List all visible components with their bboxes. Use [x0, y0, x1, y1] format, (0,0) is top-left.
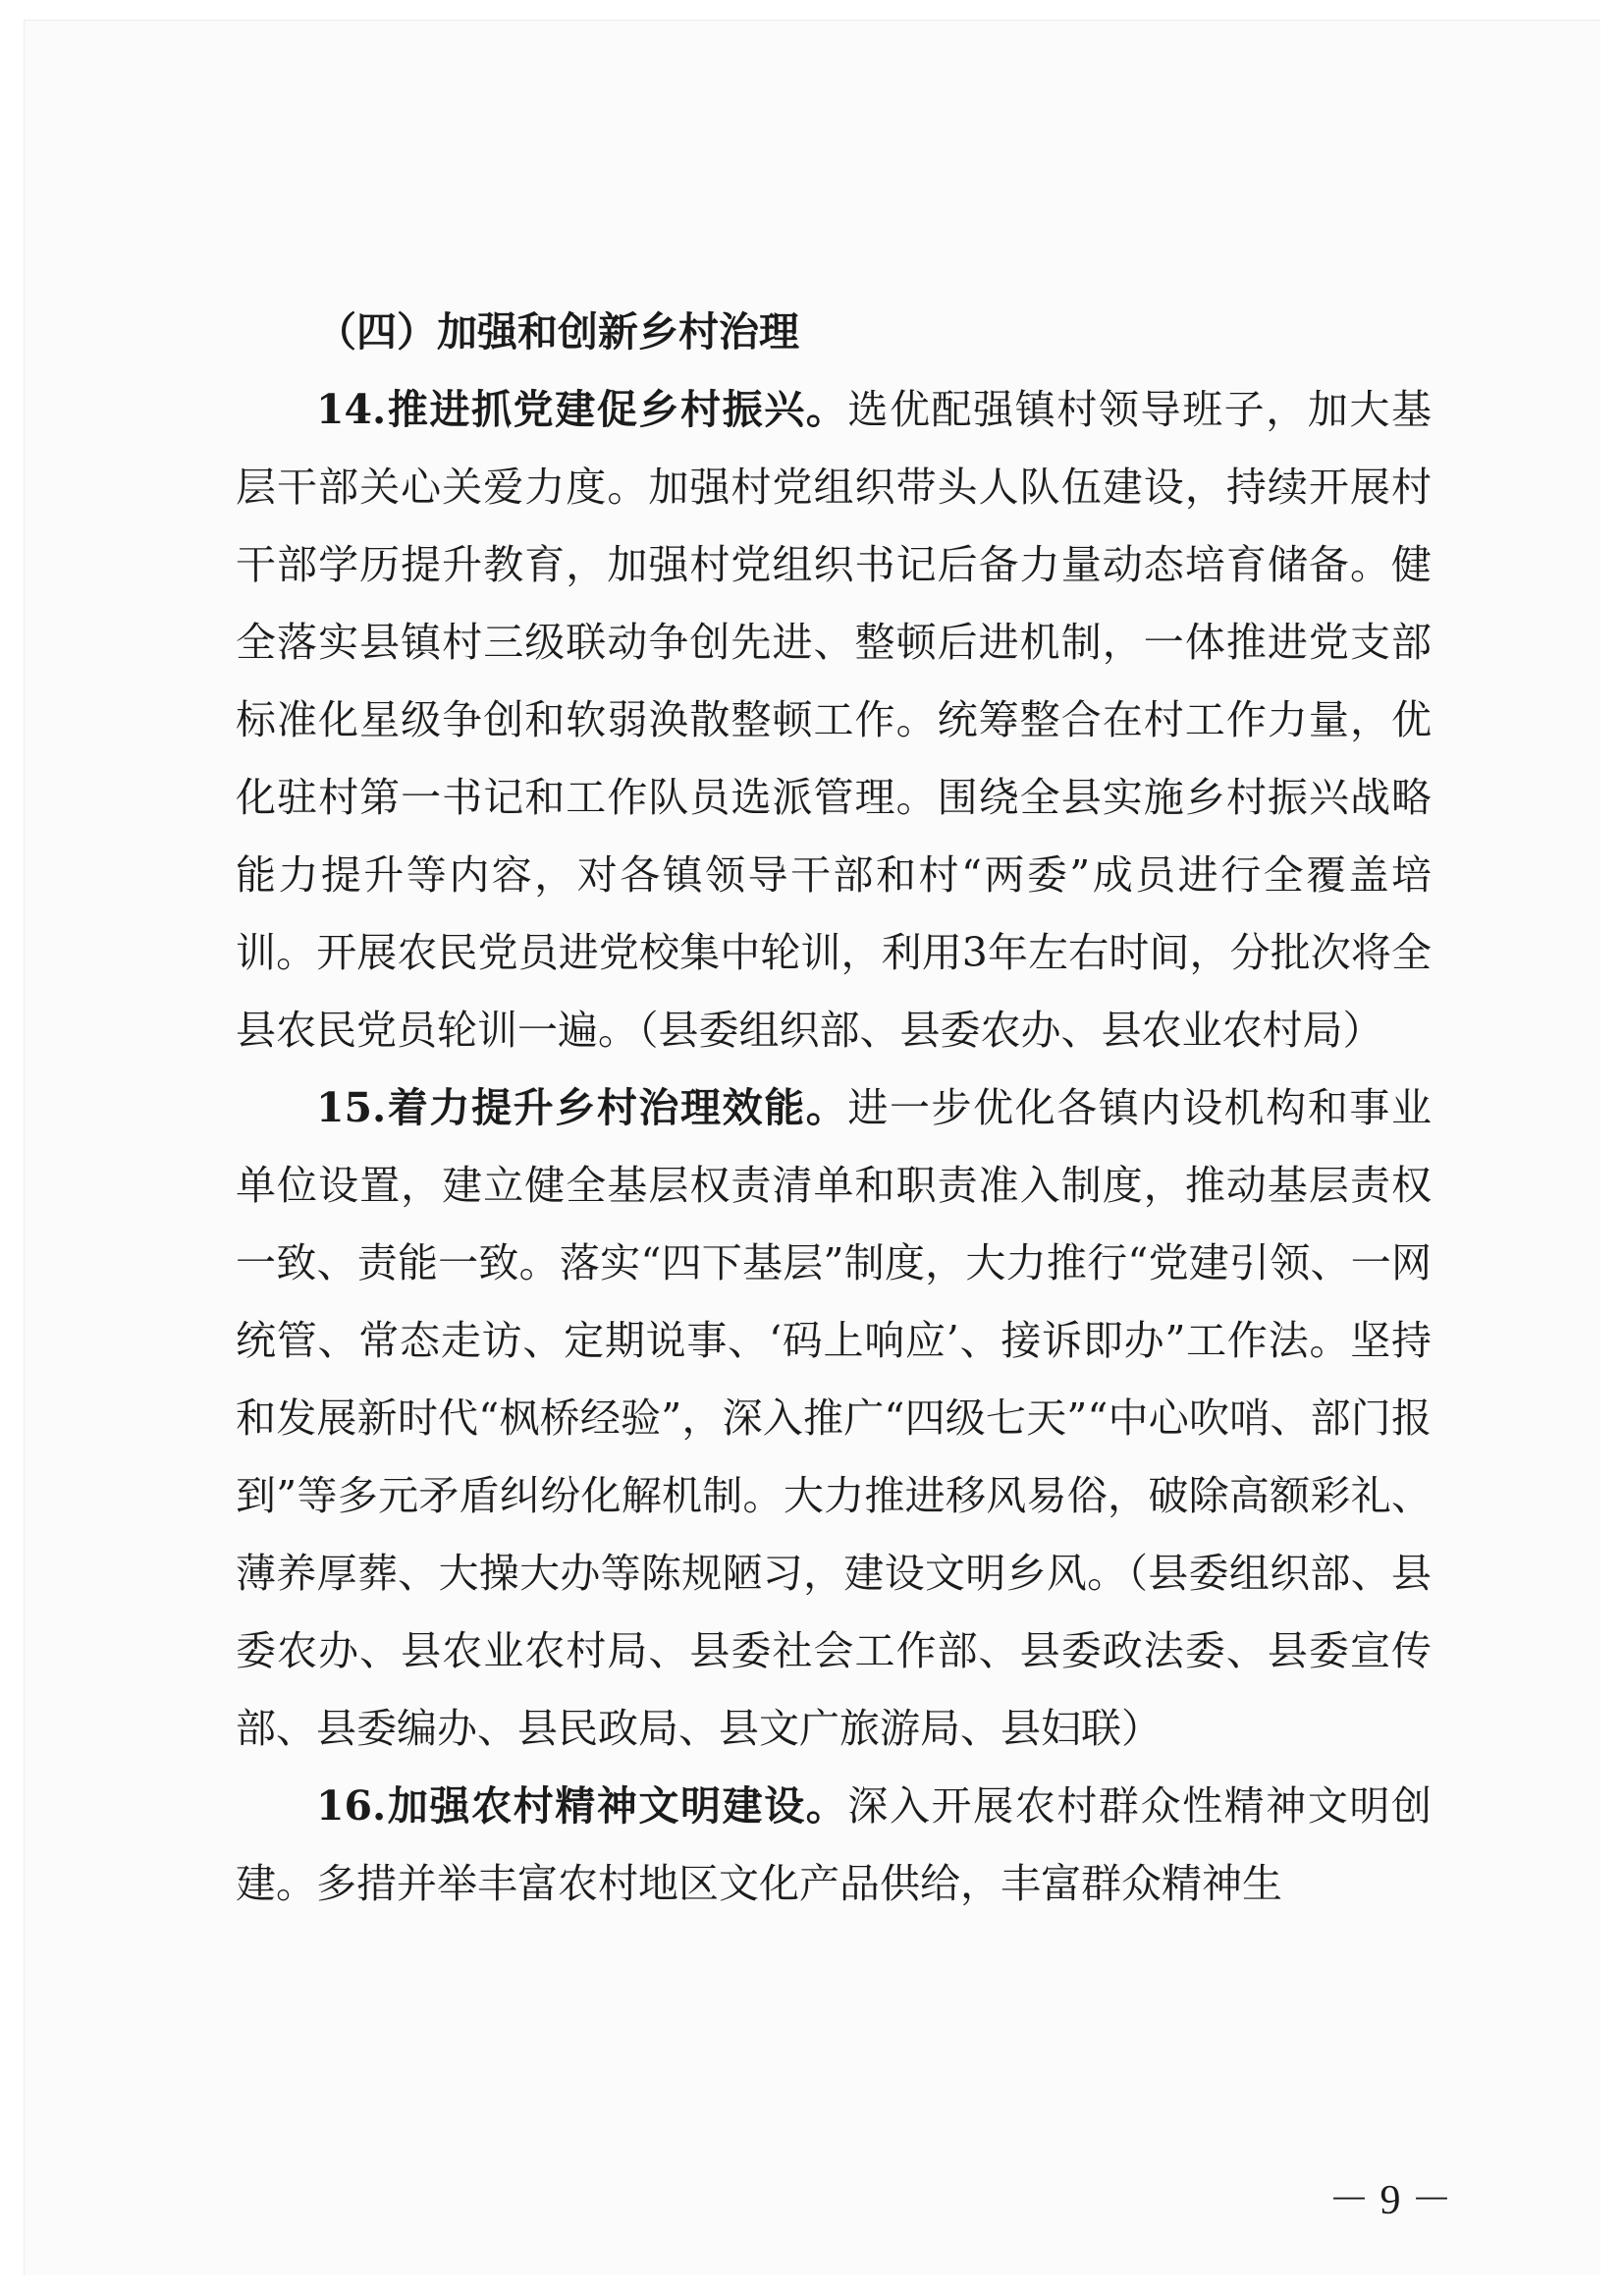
document-page: [24, 20, 1600, 2275]
paragraph-16-lead: 16.加强农村精神文明建设。: [316, 1782, 848, 1830]
paragraph-15: [236, 1069, 1432, 1768]
page-number: － 9 －: [1328, 2178, 1453, 2223]
section-heading: （四）加强和创新乡村治理: [316, 308, 799, 355]
paragraph-14: [236, 371, 1432, 1069]
paragraph-15-body: 进一步优化各镇内设机构和事业单位设置，建立健全基层权责清单和职责准入制度，推动基层责权一致、责能一致。落实“四下基层”制度，大力推行“党建引领、一网统管、常态走访、定期说事、‘码上响应’、接诉即办”工作法。坚持和发展新时代“枫桥经验”，深入推广“四级七天”“中心吹哨、部门报到”等多元矛盾纠纷化解机制。大力推进移风易俗，破除高额彩礼、薄养厚葬、大操大办等陈规陋习，建设文明乡风。（县委组织部、县委农办、县农业农村局、县委社会工作部、县委政法委、县委宣传部、县委编办、县民政局、县文广旅游局、县妇联）: [236, 1084, 1432, 1752]
page-content: [236, 294, 1432, 1923]
paragraph-15-lead: 15.着力提升乡村治理效能。: [316, 1084, 848, 1131]
paragraph-16-body: 深入开展农村群众性精神文明创建。多措并举丰富农村地区文化产品供给，丰富群众精神生: [236, 1782, 1432, 1907]
paragraph-14-body: 选优配强镇村领导班子，加大基层干部关心关爱力度。加强村党组织带头人队伍建设，持续开展村干部学历提升教育，加强村党组织书记后备力量动态培育储备。健全落实县镇村三级联动争创先进、整顿后进机制，一体推进党支部标准化星级争创和软弱涣散整顿工作。统筹整合在村工作力量，优化驻村第一书记和工作队员选派管理。围绕全县实施乡村振兴战略能力提升等内容，对各镇领导干部和村“两委”成员进行全覆盖培训。开展农民党员进党校集中轮训，利用3年左右时间，分批次将全县农民党员轮训一遍。（县委组织部、县委农办、县农业农村局）: [236, 386, 1432, 1054]
paragraph-16: [236, 1768, 1432, 1923]
paragraph-14-lead: 14.推进抓党建促乡村振兴。: [316, 386, 848, 433]
